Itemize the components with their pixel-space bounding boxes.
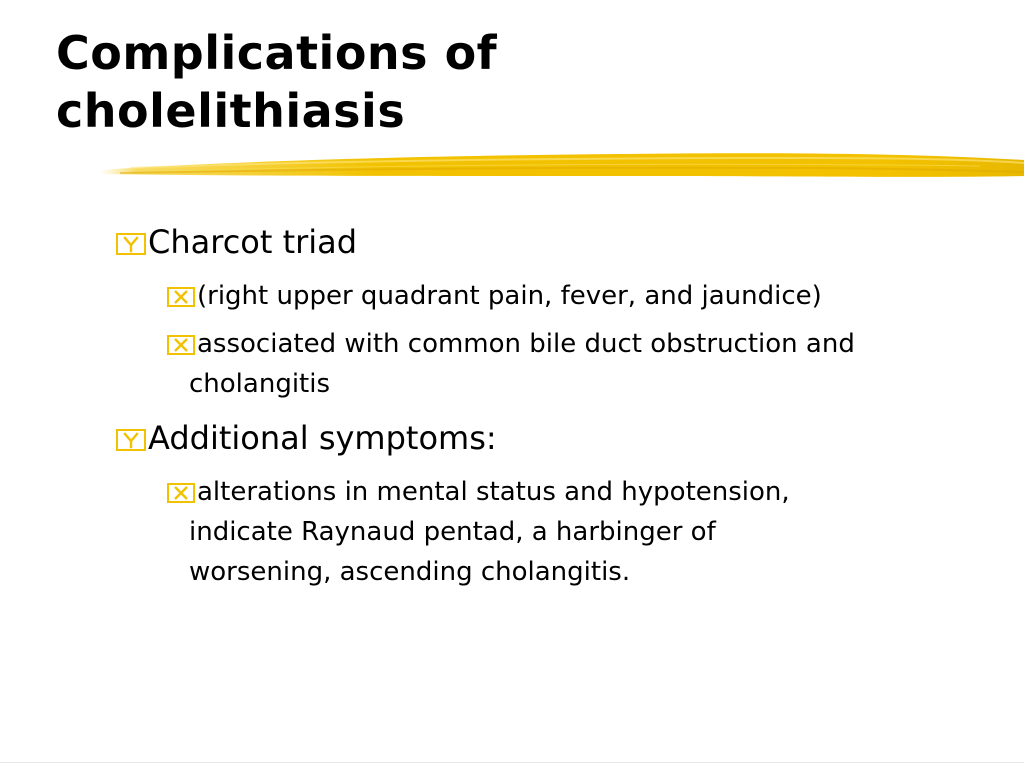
slide-bottom-border [0, 762, 1024, 763]
x-box-bullet-icon [167, 287, 195, 307]
y-box-bullet-icon [116, 429, 146, 451]
bullet-text-line-2: cholangitis [189, 369, 331, 399]
y-box-bullet-icon [116, 233, 146, 255]
bullet-text-line-1: associated with common bile duct obstruction and [197, 329, 855, 359]
bullet-text: Charcot triad [148, 223, 358, 261]
bullet-text: (right upper quadrant pain, fever, and jaundice) [197, 281, 822, 311]
bullet-cbd-obstruction [167, 324, 967, 404]
bullet-charcot-triad [116, 222, 936, 262]
x-box-bullet-icon [167, 483, 195, 503]
bullet-additional-symptoms [116, 418, 936, 458]
bullet-text: Additional symptoms: [148, 419, 497, 457]
bullet-raynaud-pentad [167, 472, 967, 592]
bullet-text-line-2: indicate Raynaud pentad, a harbinger of [189, 517, 716, 547]
slide-title-line-1: Complications of [56, 26, 498, 80]
bullet-text-line-1: alterations in mental status and hypotension, [197, 477, 790, 507]
x-box-bullet-icon [167, 335, 195, 355]
bullet-triad-symptoms [167, 276, 967, 316]
bullet-text-line-3: worsening, ascending cholangitis. [189, 557, 631, 587]
slide-title-line-2: cholelithiasis [56, 84, 406, 138]
